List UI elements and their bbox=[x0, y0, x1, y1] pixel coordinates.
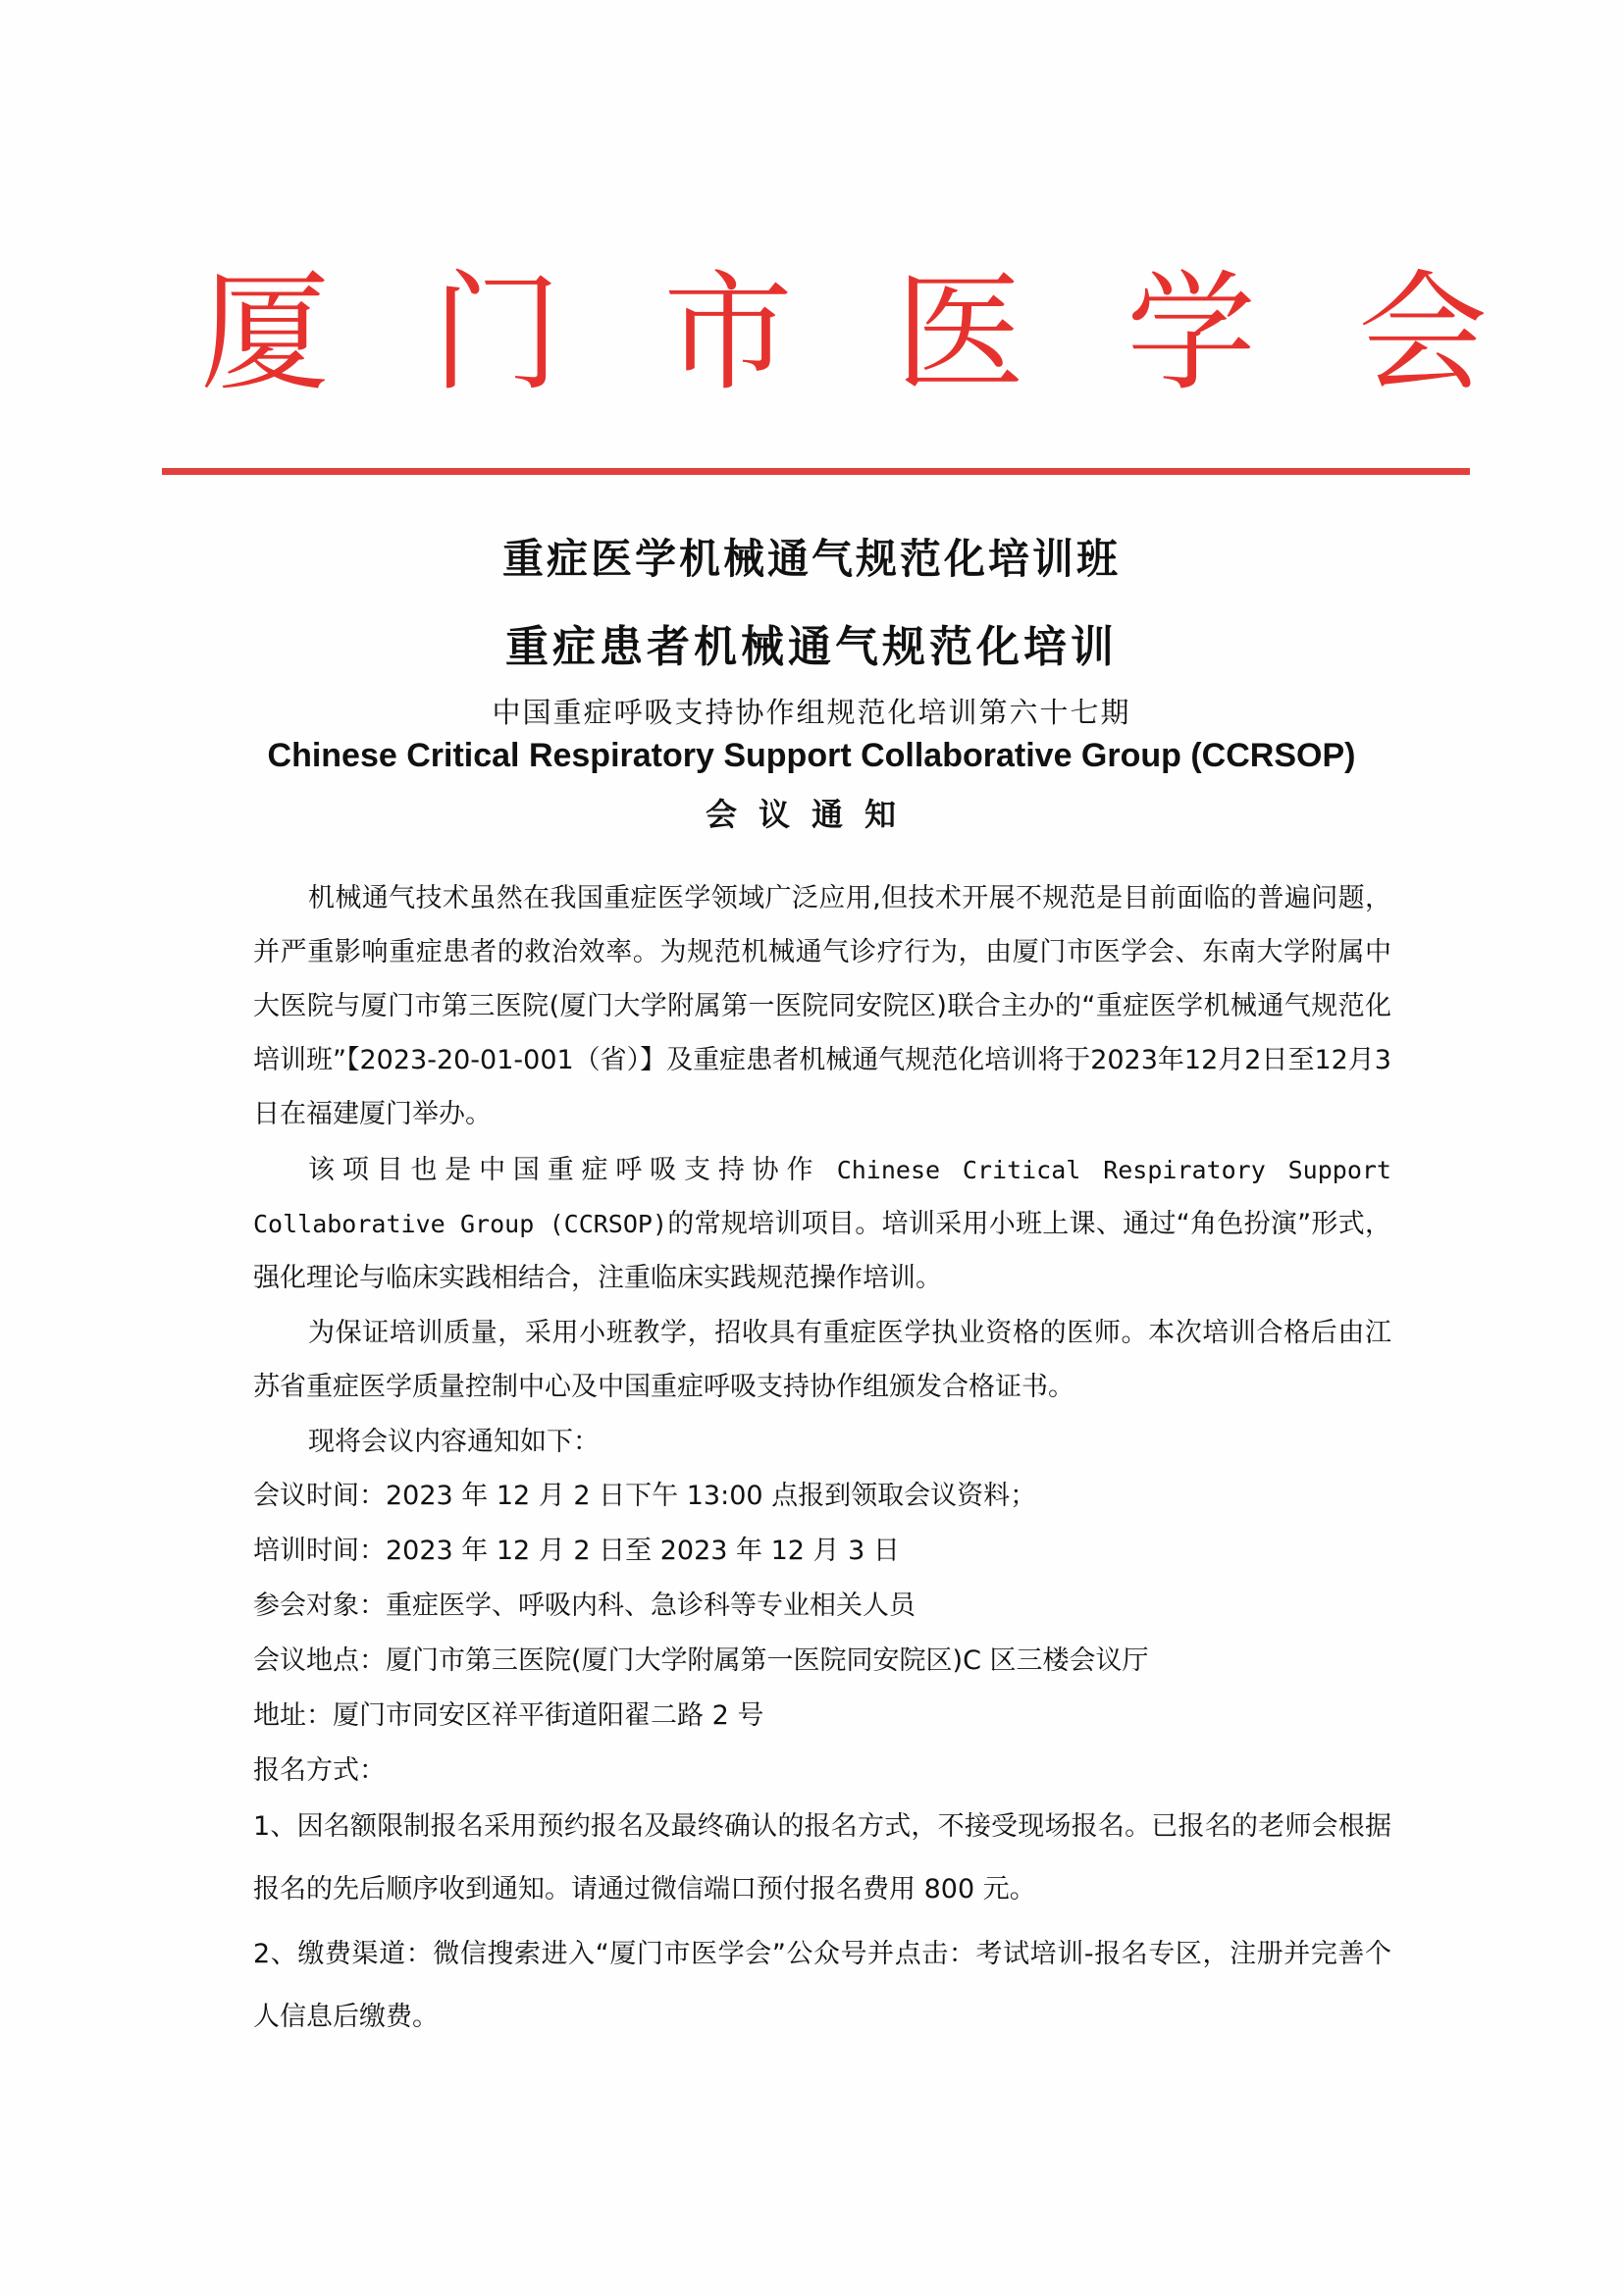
intro-paragraph: 机械通气技术虽然在我国重症医学领域广泛应用,但技术开展不规范是目前面临的普遍问题，并严重影响重症患者的救治效率。为规范机械通气诊疗行为，由厦门市医学会、东南大学附属中大医院与厦门市第三医院(厦门大学附属第一医院同安院区)联合主办的“重症医学机械通气规范化培训班”【2023-20-01-001（省）】及重症患者机械通气规范化培训将于2023年12月2日至12月3日在福建厦门举办。 bbox=[253, 883, 1391, 1129]
registration-heading: 报名方式： bbox=[253, 1755, 386, 1786]
meeting-time: 会议时间：2023 年 12 月 2 日下午 13:00 点报到领取会议资料； bbox=[253, 1481, 1037, 1511]
notice-heading: 会议通知 bbox=[705, 796, 917, 833]
english-subtitle: Chinese Critical Respiratory Support Collaborative Group (CCRSOP) bbox=[267, 737, 1356, 774]
attendees: 参会对象：重症医学、呼吸内科、急诊科等专业相关人员 bbox=[253, 1591, 916, 1621]
course-title: 重症医学机械通气规范化培训班 bbox=[501, 535, 1121, 583]
org-char: 医 bbox=[895, 258, 1024, 409]
project-paragraph-prefix: 该项目也是中国重症呼吸支持协作 bbox=[308, 1155, 821, 1185]
notice-intro: 现将会议内容通知如下： bbox=[308, 1427, 600, 1457]
org-char: 门 bbox=[432, 258, 561, 409]
registration-item-1: 1、因名额限制报名采用预约报名及最终确认的报名方式，不接受现场报名。已报名的老师会根据报名的先后顺序收到通知。请通过微信端口预付报名费用 800 元。 bbox=[253, 1811, 1391, 1905]
project-paragraph bbox=[253, 1143, 1391, 1305]
quality-paragraph: 为保证培训质量，采用小班教学，招收具有重症医学执业资格的医师。本次培训合格后由江苏省重症医学质量控制中心及中国重症呼吸支持协作组颁发合格证书。 bbox=[253, 1318, 1391, 1402]
training-title: 重症患者机械通气规范化培训 bbox=[505, 622, 1118, 672]
org-char: 学 bbox=[1126, 258, 1256, 409]
letterhead-org-name bbox=[196, 258, 1492, 409]
letterhead-divider bbox=[162, 468, 1470, 475]
series-subtitle: 中国重症呼吸支持协作组规范化培训第六十七期 bbox=[492, 696, 1131, 729]
training-time: 培训时间：2023 年 12 月 2 日至 2023 年 12 月 3 日 bbox=[253, 1536, 900, 1566]
org-char: 厦 bbox=[200, 258, 330, 409]
org-char: 市 bbox=[663, 258, 793, 409]
registration-item-2: 2、缴费渠道：微信搜索进入“厦门市医学会”公众号并点击：考试培训-报名专区，注册并完善个人信息后缴费。 bbox=[253, 1939, 1391, 2032]
project-paragraph-suffix: 的常规培训项目。培训采用小班上课、通过“角色扮演”形式， 强化理论与临床实践相结合，注重临床实践规范操作培训。 bbox=[253, 1209, 1391, 1293]
org-char: 会 bbox=[1358, 258, 1488, 409]
address: 地址：厦门市同安区祥平街道阳翟二路 2 号 bbox=[253, 1700, 764, 1731]
meeting-details bbox=[253, 1469, 1391, 1799]
venue: 会议地点：厦门市第三医院(厦门大学附属第一医院同安院区)C 区三楼会议厅 bbox=[253, 1645, 1149, 1676]
project-english-name: Chinese Critical Respiratory Support Collaborative Group (CCRSOP) bbox=[253, 1156, 1391, 1238]
